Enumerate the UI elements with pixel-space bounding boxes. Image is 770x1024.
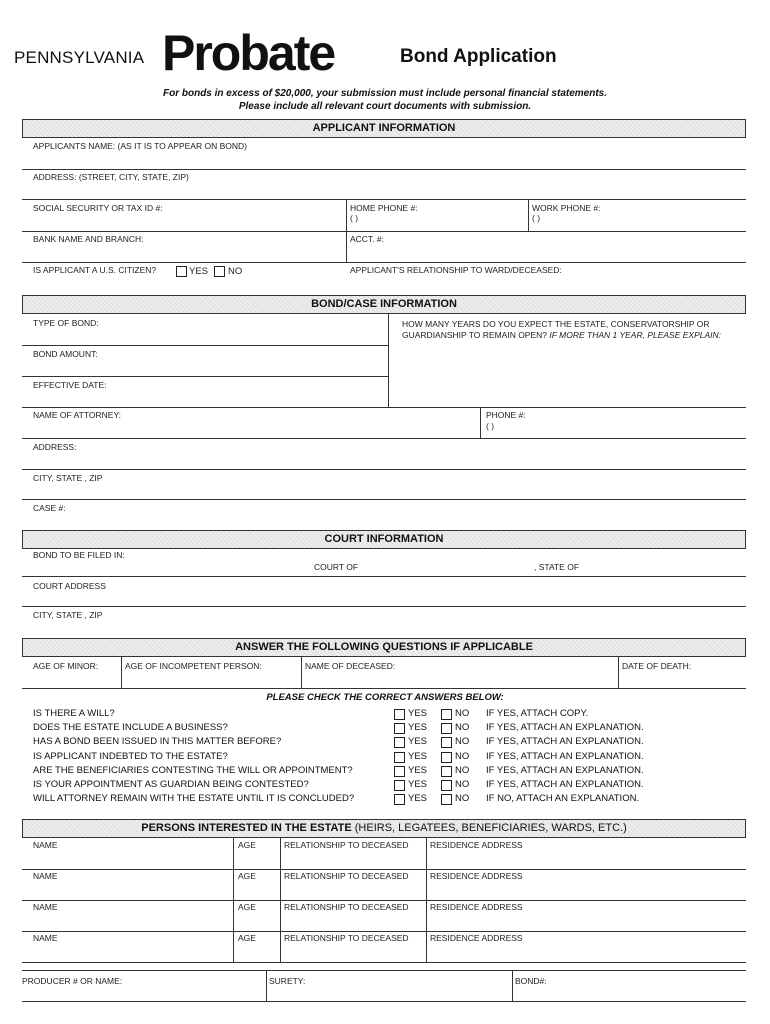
question-text: IS THERE A WILL? <box>33 708 115 719</box>
question-yes-label: YES <box>408 708 428 719</box>
age-incompetent-label: AGE OF INCOMPETENT PERSON: <box>125 661 262 671</box>
case-number-label: CASE #: <box>33 503 66 513</box>
question-yes-label: YES <box>408 736 428 748</box>
court-section-heading: COURT INFORMATION <box>22 530 746 549</box>
question-no-label: NO <box>455 722 470 734</box>
surety-label: SURETY: <box>269 976 306 986</box>
question-no-checkbox[interactable] <box>441 766 452 777</box>
person-name-label: NAME <box>33 902 58 912</box>
persons-heading-rest: (HEIRS, LEGATEES, BENEFICIARIES, WARDS, ETC.) <box>351 822 627 834</box>
question-text: WILL ATTORNEY REMAIN WITH THE ESTATE UNTIL IT IS CONCLUDED? <box>33 793 355 805</box>
documents-note: Please include all relevant court documents with submission. <box>238 101 532 112</box>
question-yes-label: YES <box>408 750 428 762</box>
bond-section-heading: BOND/CASE INFORMATION <box>22 295 746 314</box>
effective-date-label: EFFECTIVE DATE: <box>33 380 107 390</box>
question-no-label: NO <box>455 736 470 748</box>
person-name-label: NAME <box>33 871 58 881</box>
citizen-label: IS APPLICANT A U.S. CITIZEN? <box>33 265 157 275</box>
person-residence-label: RESIDENCE ADDRESS <box>430 840 523 850</box>
person-name-label: NAME <box>33 840 58 850</box>
person-age-label: AGE <box>238 933 256 943</box>
age-minor-label: AGE OF MINOR: <box>33 661 99 671</box>
question-no-label: NO <box>455 779 470 790</box>
question-yes-label: YES <box>408 764 428 776</box>
court-address-label: COURT ADDRESS <box>33 581 106 591</box>
question-no-checkbox[interactable] <box>441 794 452 805</box>
attorney-label: NAME OF ATTORNEY: <box>33 410 122 420</box>
question-text: HAS A BOND BEEN ISSUED IN THIS MATTER BEFORE? <box>33 736 282 748</box>
attorney-phone-paren: ( ) <box>486 421 495 431</box>
person-relationship-label: RELATIONSHIP TO DECEASED <box>284 840 409 850</box>
date-of-death-label: DATE OF DEATH: <box>622 661 692 671</box>
bank-label: BANK NAME AND BRANCH: <box>33 234 144 244</box>
ssn-label: SOCIAL SECURITY OR TAX ID #: <box>33 203 163 213</box>
applicant-section-heading: APPLICANT INFORMATION <box>22 119 746 138</box>
state-name: PENNSYLVANIA <box>14 48 145 67</box>
question-no-label: NO <box>455 750 470 762</box>
bond-type-label: TYPE OF BOND: <box>33 318 99 328</box>
bond-amount-label: BOND AMOUNT: <box>33 349 98 359</box>
attorney-phone-label: PHONE #: <box>486 410 526 420</box>
person-age-label: AGE <box>238 871 256 881</box>
question-yes-checkbox[interactable] <box>394 780 405 791</box>
court-city-label: CITY, STATE , ZIP <box>33 610 103 620</box>
question-yes-label: YES <box>408 793 428 805</box>
applicant-name-label: APPLICANTS NAME: (AS IT IS TO APPEAR ON BOND) <box>33 141 247 151</box>
person-residence-label: RESIDENCE ADDRESS <box>430 902 523 912</box>
question-note: IF NO, ATTACH AN EXPLANATION. <box>486 793 640 805</box>
question-no-checkbox[interactable] <box>441 723 452 734</box>
question-yes-label: YES <box>408 779 428 790</box>
form-subtitle: Bond Application <box>400 46 557 67</box>
question-no-checkbox[interactable] <box>441 737 452 748</box>
years-question-2a: GUARDIANSHIP TO REMAIN OPEN? <box>402 330 548 340</box>
years-question-2 <box>402 330 721 340</box>
question-text: DOES THE ESTATE INCLUDE A BUSINESS? <box>33 722 228 734</box>
question-no-label: NO <box>455 793 470 805</box>
check-instructions: PLEASE CHECK THE CORRECT ANSWERS BELOW: <box>266 692 504 703</box>
question-yes-checkbox[interactable] <box>394 794 405 805</box>
person-relationship-label: RELATIONSHIP TO DECEASED <box>284 902 409 912</box>
question-note: IF YES, ATTACH AN EXPLANATION. <box>486 722 644 734</box>
question-no-checkbox[interactable] <box>441 752 452 763</box>
person-name-label: NAME <box>33 933 58 943</box>
years-question-3: IF MORE THAN 1 YEAR, PLEASE EXPLAIN: <box>549 330 722 340</box>
producer-label: PRODUCER # OR NAME: <box>22 976 123 986</box>
question-note: IF YES, ATTACH AN EXPLANATION. <box>486 764 644 776</box>
question-note: IF YES, ATTACH AN EXPLANATION. <box>486 750 644 762</box>
citizen-yes-checkbox[interactable] <box>176 266 187 277</box>
home-phone-paren: ( ) <box>350 213 359 223</box>
question-yes-checkbox[interactable] <box>394 752 405 763</box>
question-no-checkbox[interactable] <box>441 780 452 791</box>
person-relationship-label: RELATIONSHIP TO DECEASED <box>284 933 409 943</box>
question-no-label: NO <box>455 764 470 776</box>
deceased-name-label: NAME OF DECEASED: <box>305 661 396 671</box>
question-no-checkbox[interactable] <box>441 709 452 720</box>
court-of-label: COURT OF <box>314 562 359 572</box>
question-yes-checkbox[interactable] <box>394 709 405 720</box>
person-age-label: AGE <box>238 902 256 912</box>
question-text: IS APPLICANT INDEBTED TO THE ESTATE? <box>33 750 228 762</box>
attorney-address-label: ADDRESS: <box>33 442 77 452</box>
question-yes-checkbox[interactable] <box>394 737 405 748</box>
question-note: IF YES, ATTACH COPY. <box>486 708 589 719</box>
person-age-label: AGE <box>238 840 256 850</box>
question-yes-label: YES <box>408 722 428 734</box>
person-residence-label: RESIDENCE ADDRESS <box>430 933 523 943</box>
question-no-label: NO <box>455 708 470 719</box>
citizen-no-label: NO <box>228 266 243 277</box>
person-residence-label: RESIDENCE ADDRESS <box>430 871 523 881</box>
persons-heading-bold: PERSONS INTERESTED IN THE ESTATE <box>141 822 352 834</box>
citizen-yes-label: YES <box>189 266 209 277</box>
attorney-city-label: CITY, STATE , ZIP <box>33 473 103 483</box>
years-question-1: HOW MANY YEARS DO YOU EXPECT THE ESTATE, CONSERVATORSHIP OR <box>402 319 710 329</box>
state-of-label: , STATE OF <box>534 562 580 572</box>
bond-filed-label: BOND TO BE FILED IN: <box>33 550 125 560</box>
person-relationship-label: RELATIONSHIP TO DECEASED <box>284 871 409 881</box>
citizen-no-checkbox[interactable] <box>214 266 225 277</box>
question-yes-checkbox[interactable] <box>394 723 405 734</box>
questions-section-heading: ANSWER THE FOLLOWING QUESTIONS IF APPLICABLE <box>22 638 746 657</box>
question-text: ARE THE BENEFICIARIES CONTESTING THE WILL OR APPOINTMENT? <box>33 764 353 776</box>
work-phone-paren: ( ) <box>532 213 541 223</box>
relationship-label: APPLICANT'S RELATIONSHIP TO WARD/DECEASED: <box>350 265 562 275</box>
form-title: Probate <box>162 25 335 81</box>
work-phone-label: WORK PHONE #: <box>532 203 601 213</box>
home-phone-label: HOME PHONE #: <box>350 203 418 213</box>
applicant-address-label: ADDRESS: (STREET, CITY, STATE, ZIP) <box>33 172 189 182</box>
acct-label: ACCT. #: <box>350 234 385 244</box>
question-note: IF YES, ATTACH AN EXPLANATION. <box>486 779 644 790</box>
question-note: IF YES, ATTACH AN EXPLANATION. <box>486 736 644 748</box>
question-yes-checkbox[interactable] <box>394 766 405 777</box>
persons-section-heading <box>22 819 746 838</box>
bond-number-label: BOND#: <box>515 976 547 986</box>
financial-note: For bonds in excess of $20,000, your submission must include personal financial statements. <box>162 88 608 99</box>
question-text: IS YOUR APPOINTMENT AS GUARDIAN BEING CONTESTED? <box>33 779 309 790</box>
